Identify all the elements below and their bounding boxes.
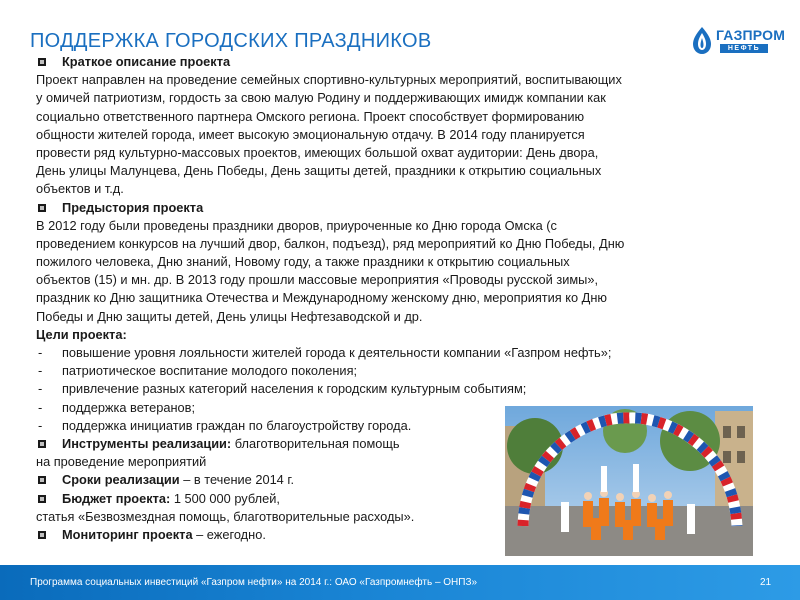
goal-item [36, 362, 766, 380]
goal-text: поддержка инициатив граждан по благоустройству города. [62, 417, 412, 433]
gazprom-neft-logo [690, 26, 786, 56]
dash-marker: - [38, 417, 43, 433]
dash-marker: - [38, 399, 43, 415]
history-line: объектов (15) и мн. др. В 2013 году прошли массовые мероприятия «Проводы русской зимы», [36, 272, 599, 288]
goals-heading: Цели проекта: [36, 326, 127, 342]
summary-heading-text: Краткое описание проекта [62, 54, 231, 69]
timeline-heading-text: Сроки реализации [62, 472, 180, 488]
event-photo-illustration [505, 406, 753, 556]
summary-line: Проект направлен на проведение семейных спортивно-культурных мероприятий, воспитывающих [36, 72, 622, 88]
summary-line: провести ряд культурно-массовых проектов, имеющих большой охват аудитории: День двора, [36, 144, 599, 160]
history-line: проведением конкурсов на лучший двор, балкон, подъезд), ряд мероприятий ко Дню Победы, Дню [36, 235, 625, 251]
budget-continuation: статья «Безвозмездная помощь, благотворительные расходы». [36, 508, 415, 524]
budget-heading-text: Бюджет проекта: [62, 490, 171, 506]
summary-line: День улицы Малунцева, День Победы, День защиты детей, праздники к открытию социальных [36, 163, 602, 179]
gazprom-flame-icon [690, 26, 714, 56]
goal-text: повышение уровня лояльности жителей города к деятельности компании «Газпром нефть»; [62, 345, 612, 360]
history-line: Победы и Дню защиты детей, День улицы Нефтезаводской и др. [36, 308, 423, 324]
summary-heading [36, 53, 766, 71]
tools-heading-rest: благотворительная помощь [231, 435, 400, 451]
summary-line: социально ответственного партнера Омского региона. Проект способствует формированию [36, 108, 585, 124]
bullet-square-icon [38, 58, 46, 66]
summary-line: общности жителей города, имеет высокую эмоциональную отдачу. В 2014 году планируется [36, 126, 585, 142]
summary-line: у омичей патриотизм, гордость за свою малую Родину и поддерживающих имидж компании как [36, 90, 606, 106]
goal-item [36, 344, 766, 362]
bullet-square-icon [38, 476, 46, 484]
dash-marker: - [38, 345, 43, 360]
dash-marker: - [38, 363, 43, 379]
summary-line: объектов и т.д. [36, 181, 124, 197]
goal-item [36, 380, 766, 398]
history-line: праздник ко Дню защитника Отечества и Международному женскому дню, мероприятия ко Дню [36, 290, 608, 306]
footer-text: Программа социальных инвестиций «Газпром нефти» на 2014 г.: ОАО «Газпромнефть – ОНПЗ» [30, 577, 478, 588]
history-heading [36, 199, 766, 217]
logo-brand-text: ГАЗПРОМ [716, 27, 786, 43]
slide-title: ПОДДЕРЖКА ГОРОДСКИХ ПРАЗДНИКОВ [30, 30, 432, 52]
timeline-heading-rest: – в течение 2014 г. [179, 472, 295, 488]
monitoring-heading-text: Мониторинг проекта [62, 526, 193, 542]
tools-continuation: на проведение мероприятий [36, 454, 207, 470]
tools-heading-text: Инструменты реализации: [62, 435, 232, 451]
history-heading-text: Предыстория проекта [62, 199, 204, 215]
dash-marker: - [38, 381, 43, 397]
logo-sub-text: НЕФТЬ [720, 44, 768, 53]
history-line: В 2012 году были проведены праздники дворов, приуроченные ко Дню города Омска (с [36, 217, 557, 233]
bullet-square-icon [38, 204, 46, 212]
monitoring-heading-rest: – ежегодно. [192, 526, 266, 542]
goal-text: поддержка ветеранов; [62, 399, 195, 415]
event-photo [505, 406, 753, 556]
bullet-square-icon [38, 440, 46, 448]
goal-text: привлечение разных категорий населения к городским культурным событиям; [62, 381, 527, 397]
history-line: пожилого человека, Дню знаний, Новому году, а также праздники к открытию социальных [36, 254, 570, 270]
page-number: 21 [760, 577, 772, 588]
bullet-square-icon [38, 531, 46, 539]
bullet-square-icon [38, 495, 46, 503]
budget-heading-rest: 1 500 000 рублей, [170, 490, 280, 506]
goal-text: патриотическое воспитание молодого поколения; [62, 363, 358, 379]
